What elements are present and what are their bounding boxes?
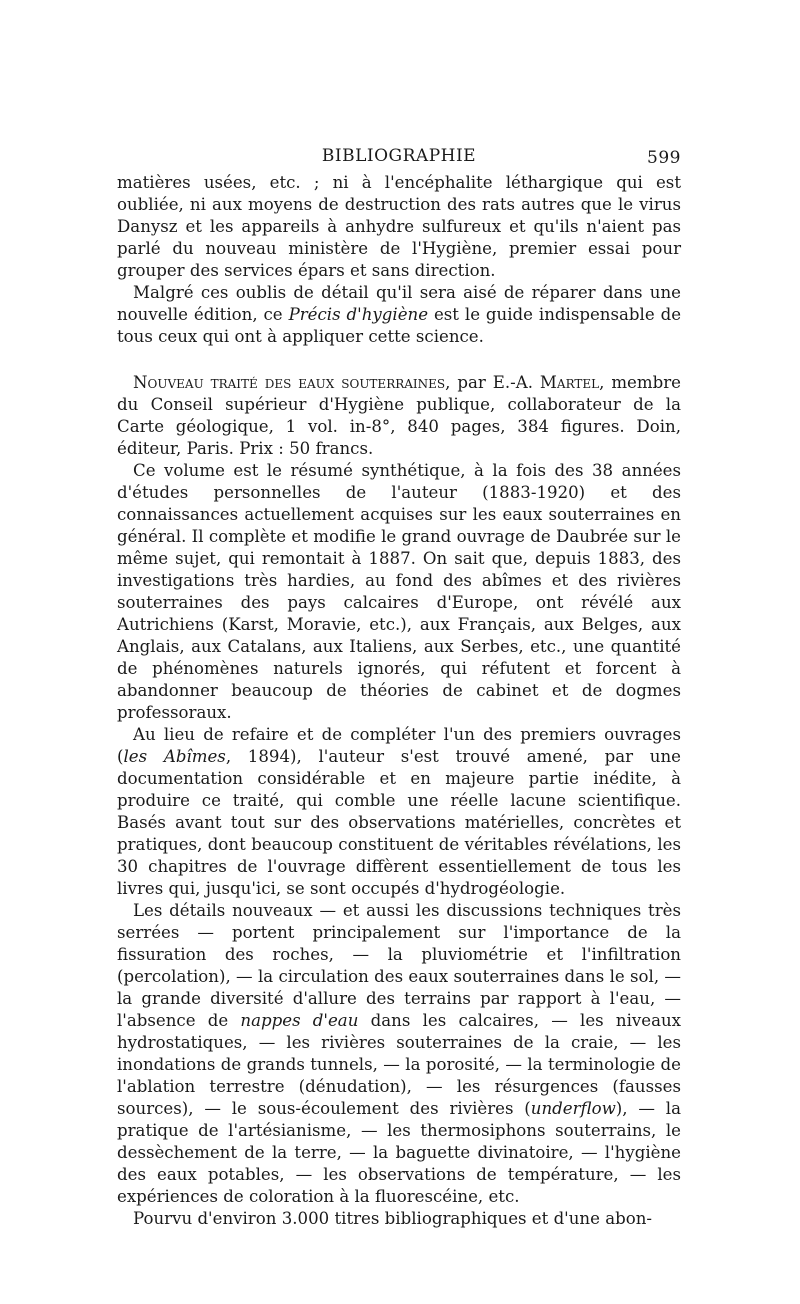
section-gap [117,348,681,372]
review2-paragraph-2 [117,724,681,900]
review2-paragraph-4: Pourvu d'environ 3.000 titres bibliographiques et d'une abon- [133,1209,653,1228]
review2-p3-text-c: ), — la pratique de l'artésianisme, — les thermosiphons souterrains, le dessèchement de la terre, — la baguette divinatoire, — l'hygiène des eaux potables, — les observations de température, — les expériences de coloration à la fluorescéine, etc. [117,1099,681,1206]
review1-book-title: Précis d'hygiène [288,305,429,324]
review2-p2-text-a: Au lieu de refaire et de compléter l'un des premiers ouvrages ( [117,725,681,766]
review2-paragraph-1: Ce volume est le résumé synthétique, à la fois des 38 années d'études personnelles de l'auteur (1883-1920) et des connaissances actuellement acquises sur les eaux souterraines en général. Il complète et modifie le grand ouvrage de Daubrée sur le même sujet, qui remontait à 1887. On sait que, depuis 1883, des investigations très hardies, au fond des abîmes et des rivières souterraines des pays calcaires d'Europe, ont révélé aux Autrichiens (Karst, Moravie, etc.), aux Français, aux Belges, aux Anglais, aux Catalans, aux Italiens, aux Serbes, etc., une quantité de phénomènes naturels ignorés, qui réfutent et forcent à abandonner beaucoup de théories de cabinet et de dogmes professoraux. [117,461,681,722]
review2-paragraph-3 [117,900,681,1208]
running-title: BIBLIOGRAPHIE [321,146,477,166]
review2-author: Martel [539,373,600,392]
review2-entry-heading [117,372,681,460]
review1-paragraph-2 [117,282,681,348]
review2-book-title: Nouveau traité des eaux souterraines [133,373,446,392]
review2-by: , par E.-A. [445,373,540,392]
review1-paragraph-1: matières usées, etc. ; ni à l'encéphalite léthargique qui est oubliée, ni aux moyens de destruction des rats autres que le virus Danysz et les appareils à anhydre sulfureux et qu'ils n'aient pas parlé du nouveau ministère de l'Hygiène, premier essai pour grouper des services épars et sans direction. [117,173,681,280]
page-number: 599 [647,148,681,168]
review2-p2-text-b: , 1894), l'auteur s'est trouvé amené, par une documentation considérable et en majeure partie inédite, à produire ce traité, qui comble une réelle lacune scientifique. Basés avant tout sur des observations matérielles, concrètes et pratiques, dont beaucoup constituent de véritables révélations, les 30 chapitres de l'ouvrage diffèrent essentiellement de tous les livres qui, jusqu'ici, se sont occupés d'hydrogéologie. [117,747,681,898]
review2-cited-title: les Abîmes [123,747,226,766]
review1-p2-text-b: est le guide indispensable de tous ceux qui ont à appliquer cette science. [117,305,682,346]
book-page [117,142,681,1230]
review2-term-nappes: nappes d'eau [240,1011,359,1030]
review2-p3-text-a: Les détails nouveaux — et aussi les discussions techniques très serrées — portent principalement sur l'importance de la fissuration des roches, — la pluviométrie et l'infiltration (percolation), — la circulation des eaux souterraines dans le sol, — la grande diversité d'allure des terrains par rapport à l'eau, — l'absence de [117,901,681,1030]
running-head [117,142,681,172]
review1-p2-text-a: Malgré ces oublis de détail qu'il sera aisé de réparer dans une nouvelle édition, ce [117,283,681,324]
review2-details: , membre du Conseil supérieur d'Hygiène publique, collaborateur de la Carte géologique, 1 vol. in-8°, 840 pages, 384 figures. Doin, éditeur, Paris. Prix : 50 francs. [117,373,681,458]
page-body [117,172,681,1230]
review2-term-underflow: underflow [530,1099,616,1118]
review2-p3-text-b: dans les calcaires, — les niveaux hydrostatiques, — les rivières souterraines de la craie, — les inondations de grands tunnels, — la porosité, — la terminologie de l'ablation terrestre (dénudation), — les résurgences (fausses sources), — le sous-écoulement des rivières ( [117,1011,682,1118]
